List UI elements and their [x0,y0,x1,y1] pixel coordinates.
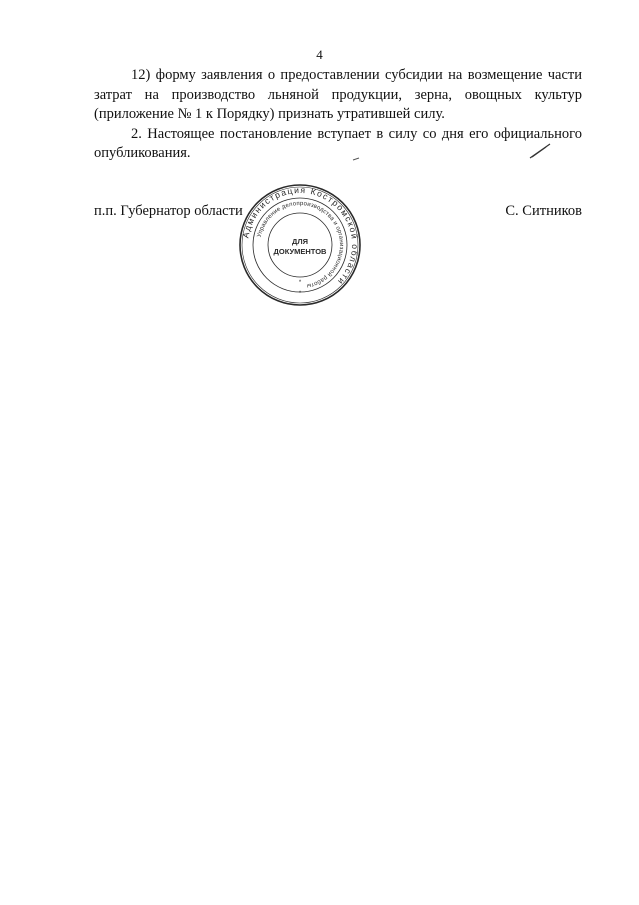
document-body [94,66,582,164]
official-seal-stamp [238,183,362,307]
page-number: 4 [316,47,323,62]
ink-mark [352,157,360,161]
signer-title: п.п. Губернатор области [94,203,243,219]
stamp-center-line1: ДЛЯ [292,237,308,246]
stamp-inner-ring-text: Управление делопроизводства и организационной работы [256,200,345,289]
handwritten-mark [528,142,552,160]
paragraph-item-2: 2. Настоящее постановление вступает в силу со дня его официального опубликования. [94,125,582,161]
paragraph-item-12: 12) форму заявления о предоставлении субсидии на возмещение части затрат на производство льняной продукции, зерна, овощных культур (приложение № 1 к Порядку) признать утратившей силу. [94,67,582,122]
stamp-outer-ring-text: Администрация Костромской области [240,184,361,288]
signer-name: С. Ситников [505,203,582,219]
stamp-star-icon: * [298,280,302,286]
stamp-star-icon: * [298,291,302,297]
stamp-center-line2: ДОКУМЕНТОВ [273,247,327,256]
